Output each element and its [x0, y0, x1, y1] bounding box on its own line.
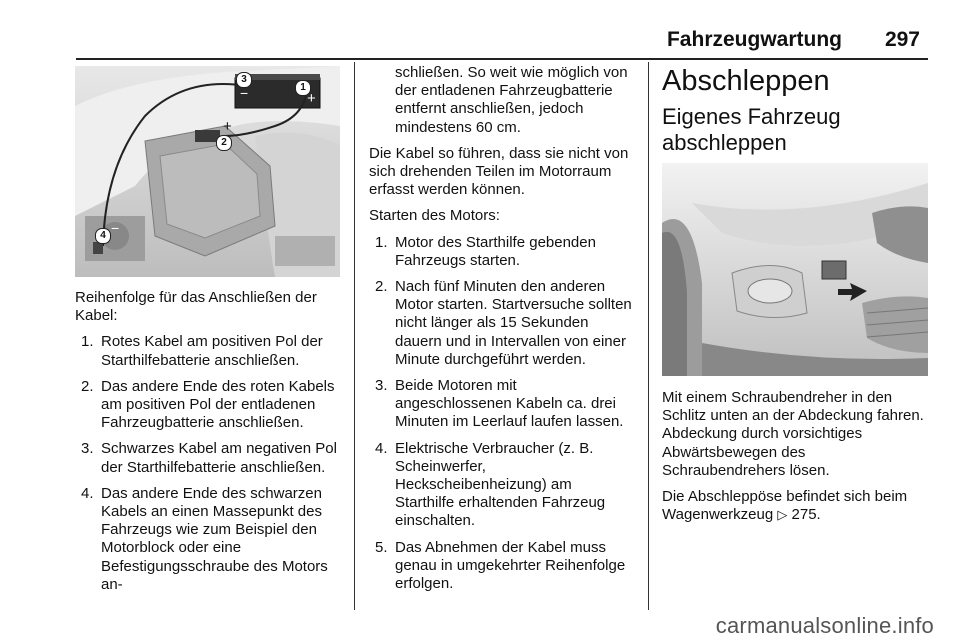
plus-sign-icon: + [223, 118, 232, 135]
right-column [662, 64, 930, 168]
minus-sign-icon: − [111, 220, 120, 236]
continued-step-text: schließen. So weit wie möglich von der entladenen Fahrzeugbatterie entfernt anschließen, jedoch mindestens 60 cm. [395, 64, 628, 136]
figure-label-4: 4 [95, 228, 111, 244]
page-header [62, 28, 928, 58]
tow-eye-cover-figure [662, 163, 928, 376]
list-item: 2. Nach fünf Minuten den anderen Motor starten. Startversuche sollten nicht länger als 15 Sekunden dauern und in Intervallen von einer Minute durchgeführt werden. [375, 278, 632, 368]
figure-label-2: 2 [216, 135, 232, 151]
figure-label-1: 1 [295, 80, 311, 96]
engine-start-intro: Starten des Motors: [369, 207, 500, 225]
column-divider [648, 62, 649, 610]
minus-sign-icon: − [240, 85, 249, 101]
engine-start-steps [369, 234, 635, 594]
arrow-reference-icon: ▷ [777, 507, 788, 523]
middle-column [369, 64, 635, 601]
list-item: 1. Motor des Starthilfe gebenden Fahrzeugs starten. [375, 233, 596, 269]
header-rule [76, 58, 928, 60]
jump-start-figure [75, 66, 340, 277]
subsection-heading: Eigenes Fahrzeug abschleppen [662, 104, 841, 155]
tow-eye-location-text: Die Abschleppöse befindet sich beim Wagenwerkzeug ▷ 275. [662, 488, 908, 524]
right-column-body [662, 389, 930, 532]
list-item: 4. Elektrische Verbraucher (z. B. Scheinwerfer, Heckscheibenheizung) am Starthilfe erhaltenden Fahrzeug einschalten. [375, 439, 606, 530]
list-item: 4. Das andere Ende des schwarzen Kabels an einen Massepunkt des Fahrzeugs wie zum Beispiel den Motorblock oder eine Befestigungsschraube des Motors an- [81, 484, 328, 593]
cover-removal-text: Mit einem Schraubendreher in den Schlitz unten an der Abdeckung fahren. Abdeckung durch vorsichtiges Abwärtsbewegen des Schraubendrehers lösen. [662, 389, 924, 479]
section-title: Fahrzeugwartung [666, 28, 842, 51]
connection-intro: Reihenfolge für das Anschließen der Kabel: [75, 289, 317, 325]
watermark: carmanualsonline.info [715, 613, 934, 638]
connection-steps [75, 333, 343, 594]
list-item: 5. Das Abnehmen der Kabel muss genau in umgekehrter Reihenfolge erfolgen. [375, 538, 626, 593]
list-item: 3. Beide Motoren mit angeschlossenen Kabeln ca. drei Minuten im Leerlauf laufen lassen. [375, 377, 624, 431]
list-item: 3. Schwarzes Kabel am negativen Pol der Starthilfebatterie anschließen. [81, 440, 337, 476]
page-reference-link[interactable]: 275. [791, 506, 821, 524]
page-number: 297 [884, 28, 920, 51]
section-heading: Abschleppen [662, 65, 830, 97]
list-item: 2. Das andere Ende des roten Kabels am positiven Pol der entladenen Fahrzeugbatterie anschließen. [81, 377, 335, 432]
column-divider [354, 62, 355, 610]
plus-sign-icon: + [307, 90, 316, 107]
front-bumper-illustration [662, 163, 928, 376]
figure-label-3: 3 [236, 72, 252, 88]
list-item: 1. Rotes Kabel am positiven Pol der Starthilfebatterie anschließen. [81, 333, 323, 369]
cable-routing-note: Die Kabel so führen, dass sie nicht von sich drehenden Teilen im Motorraum erfasst werden können. [369, 144, 629, 199]
left-column [75, 289, 343, 602]
engine-bay-illustration [75, 66, 340, 277]
